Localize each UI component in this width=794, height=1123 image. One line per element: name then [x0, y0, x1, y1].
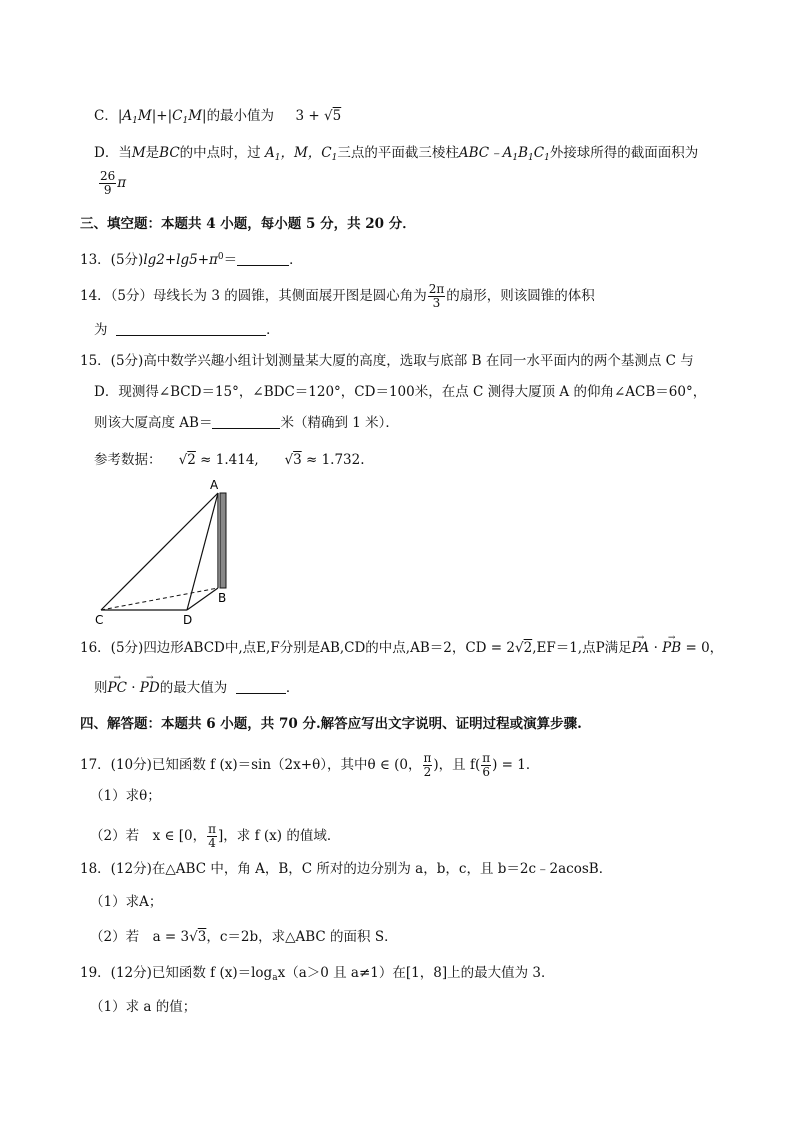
question-14: 14．（5分）母线长为 3 的圆锥，其侧面展开图是圆心角为 $\frac{2\pi}{3}$ 的扇形，则该圆锥的体积 — [80, 282, 595, 310]
answer-blank — [237, 251, 289, 266]
question-15-line3: 则该大厦高度 AB＝ 米（精确到 1 米）． — [94, 415, 399, 431]
question-13: 13．(5分)$\lg 2+\lg 5+\pi^0=$ ． — [80, 252, 303, 268]
vector-pa: → PA — [632, 638, 650, 658]
building-diagram — [90, 476, 250, 628]
vector-pc: → PC — [108, 678, 127, 698]
question-17-part2: （2）若 x ∈ [0， $\frac{\pi}{4}$ ]，求 f (x) 的值域． — [90, 822, 341, 850]
label-d: D — [183, 613, 193, 627]
vector-pd: → PD — [140, 678, 160, 698]
question-18-part1: （1）求A； — [90, 894, 163, 910]
fraction: $\frac{26}{9}$ — [100, 169, 116, 197]
fraction: $\frac{\pi}{4}$ — [208, 822, 217, 850]
question-15-line1: 15．(5分)高中数学兴趣小组计划测量某大厦的高度，选取与底部 B 在同一水平面内的两个基测点 C 与 — [80, 353, 694, 369]
fraction: $\frac{\pi}{6}$ — [482, 751, 491, 779]
question-19: 19．(12分)已知函数 f $(x)=\log_ax(a>0$ 且 a≠1）在[1，8]上的最大值为 3． — [80, 965, 555, 983]
section-3-title: 三、填空题：本题共 4 小题，每小题 5 分，共 20 分． — [80, 216, 416, 232]
label-a: A — [210, 478, 219, 492]
fraction: $\frac{2\pi}{3}$ — [428, 282, 445, 310]
question-18-part2: （2）若 a = 3√3，c＝2b，求△ABC 的面积 S． — [90, 929, 398, 945]
question-15-line2: D．现测得∠BCD＝15°，∠BDC＝120°，CD＝100米，在点 C 测得大厦顶 A 的仰角∠ACB＝60°， — [94, 384, 707, 400]
question-19-part1: （1）求 a 的值； — [90, 999, 197, 1015]
question-14-line2: 为 ． — [94, 322, 280, 338]
reference-data: 参考数据： √2 ≈ 1.414, √3 ≈ 1.732. — [94, 452, 365, 468]
label-c: C — [95, 613, 104, 627]
answer-blank — [236, 679, 286, 694]
vector-pb: → PB — [662, 638, 681, 658]
line-ca — [101, 493, 218, 610]
question-18: 18．(12分)在△ABC 中，角 A，B，C 所对的边分别为 a，b，c，且 b＝2c﹣2acosB． — [80, 861, 613, 877]
answer-blank — [116, 321, 266, 336]
line-cb-dashed — [101, 588, 218, 610]
question-17: 17．(10分)已知函数 f (x)＝sin（2x+θ），其中θ ∈ (0， $\frac{\pi}{2}$ )，且 f( $\frac{\pi}{6}$ ) = 1． — [80, 751, 540, 779]
section-4-title: 四、解答题：本题共 6 小题，共 70 分.解答应写出文字说明、证明过程或演算步骤. — [80, 716, 582, 732]
option-d-answer: $\frac{26}{9}$ π — [100, 169, 127, 197]
building — [220, 493, 226, 588]
question-16-line2: 则→ PC · → PD的最大值为 ． — [94, 678, 299, 698]
option-c: C．$|A_1M|+|C_1M|$的最小值为 3 + √5 — [94, 108, 342, 126]
question-17-part1: （1）求θ； — [90, 788, 161, 804]
question-16: 16．(5分)四边形ABCD中,点E,F分别是AB,CD的中点,AB＝2，CD = 2√2,EF＝1,点P满足→ PA · → PB = 0， — [80, 638, 723, 658]
fraction: $\frac{\pi}{2}$ — [423, 751, 432, 779]
answer-blank — [212, 414, 280, 429]
label-b: B — [218, 591, 227, 605]
option-d: D．当M是BC的中点时，过 $A_1$，M，$C_1$三点的平面截三棱柱$ABC﹣A_1B_1C_1$外接球所得的截面面积为 — [94, 145, 699, 163]
